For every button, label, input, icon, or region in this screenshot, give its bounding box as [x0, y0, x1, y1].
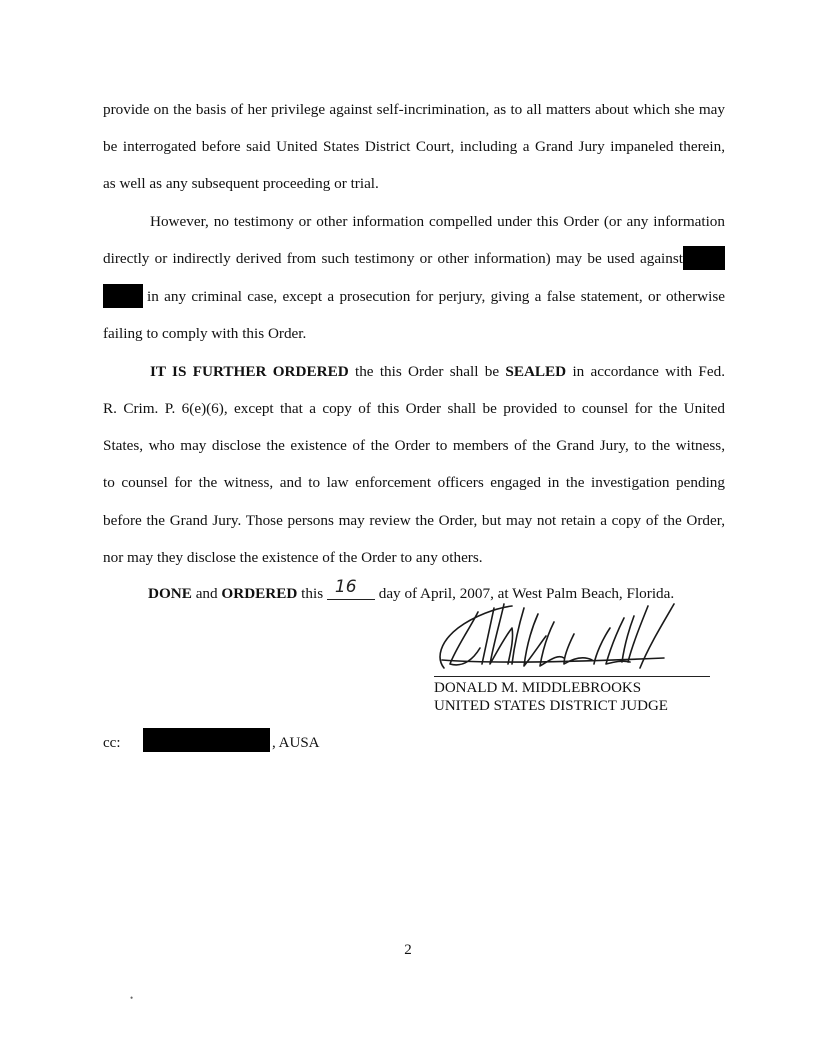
- para3-line2: R. Crim. P. 6(e)(6), except that a copy of this Order shall be provided to counsel for the United: [103, 400, 725, 417]
- para3-line6: nor may they disclose the existence of the Order to any others.: [103, 549, 483, 566]
- ordered-word: ORDERED: [221, 585, 298, 602]
- para2-line3: in any criminal case, except a prosecution for perjury, giving a false statement, or otherwise: [147, 288, 725, 305]
- done-word: DONE: [148, 585, 192, 602]
- para2-line4: failing to comply with this Order.: [103, 325, 307, 342]
- para3-line1: [150, 362, 725, 382]
- redaction-box: [103, 284, 143, 308]
- this-word: this: [301, 585, 324, 602]
- further-ordered-heading: IT IS FURTHER ORDERED: [150, 363, 349, 380]
- para3-line4: to counsel for the witness, and to law enforcement officers engaged in the investigation pending: [103, 474, 725, 491]
- para3-text1: the this Order shall be: [354, 363, 500, 380]
- para3-line5: before the Grand Jury. Those persons may review the Order, but may not retain a copy of the Order,: [103, 512, 725, 529]
- para2-line2: directly or indirectly derived from such testimony or other information) may be used against: [103, 250, 683, 267]
- para3-text2: in accordance with Fed.: [572, 363, 726, 380]
- para2-line1: However, no testimony or other information compelled under this Order (or any information: [150, 213, 725, 230]
- para1-line1: provide on the basis of her privilege against self-incrimination, as to all matters about which she may: [103, 101, 725, 118]
- redaction-box: [143, 728, 270, 752]
- date-location: day of April, 2007, at West Palm Beach, Florida.: [378, 585, 675, 602]
- para1-line2: be interrogated before said United States District Court, including a Grand Jury impaneled therein,: [103, 138, 725, 155]
- sealed-word: SEALED: [505, 363, 567, 380]
- page-number: 2: [404, 942, 412, 958]
- signature-line: [434, 676, 710, 677]
- handwritten-day: 16: [334, 577, 357, 597]
- cc-ausa: , AUSA: [272, 735, 320, 751]
- judge-title: UNITED STATES DISTRICT JUDGE: [434, 698, 668, 714]
- redaction-box: [683, 246, 725, 270]
- judge-name: DONALD M. MIDDLEBROOKS: [434, 680, 642, 696]
- day-field: [327, 577, 375, 600]
- and-word: and: [195, 585, 218, 602]
- para3-line3: States, who may disclose the existence of the Order to members of the Grand Jury, to the witness,: [103, 437, 725, 454]
- para1-line3: as well as any subsequent proceeding or trial.: [103, 175, 379, 192]
- scan-speck: •: [130, 993, 134, 1003]
- handwritten-signature: [434, 598, 714, 678]
- cc-label: cc:: [103, 735, 121, 751]
